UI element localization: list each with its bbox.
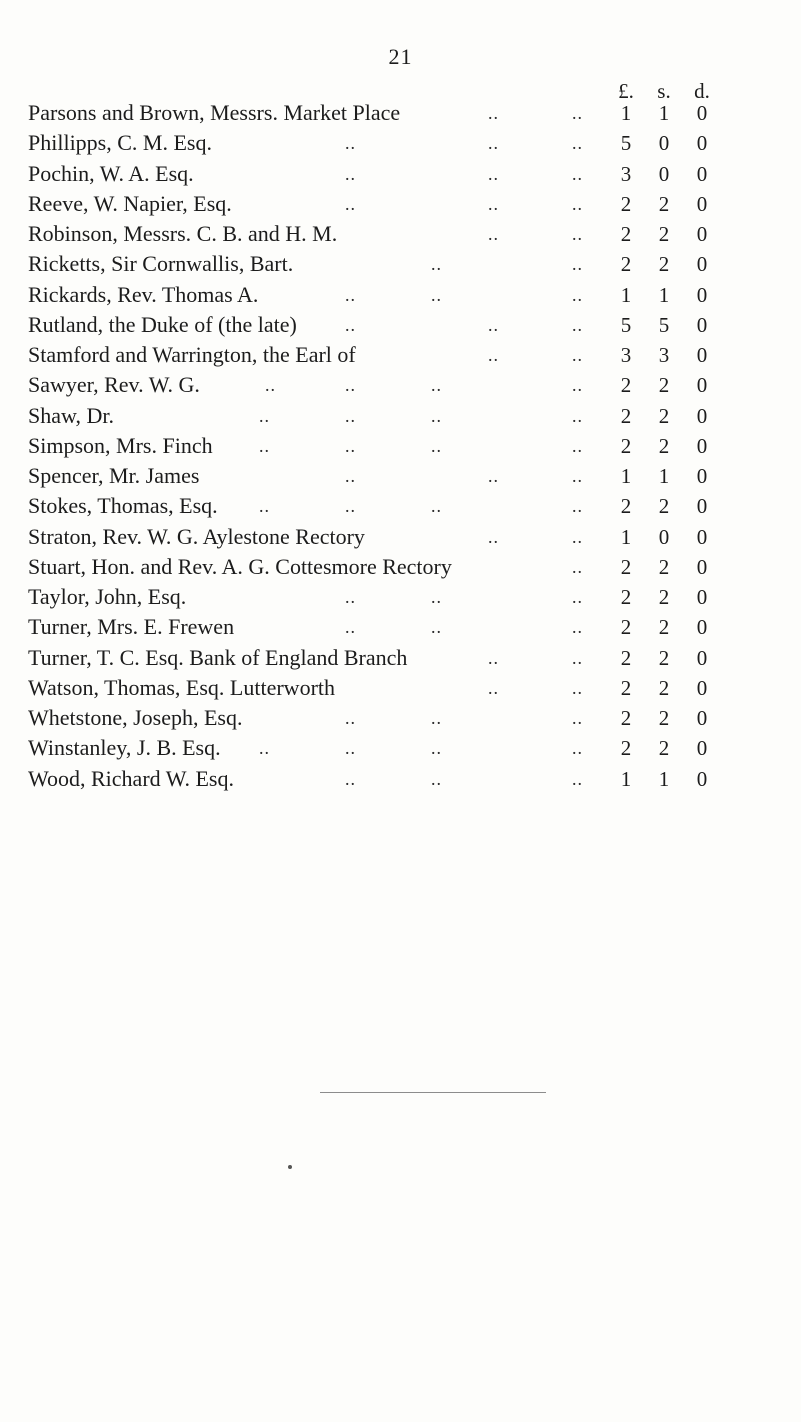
- subscriber-name: Robinson, Messrs. C. B. and H. M.: [28, 221, 338, 246]
- pence-amount: 0: [696, 554, 708, 579]
- dot-leader: ..: [488, 193, 499, 214]
- ledger-row: [0, 249, 801, 279]
- ledger-row: [0, 643, 801, 673]
- shillings-amount: 1: [658, 766, 670, 791]
- subscriber-name: Straton, Rev. W. G. Aylestone Rectory: [28, 523, 365, 549]
- pounds-amount: 2: [620, 585, 632, 609]
- ledger-row: [0, 733, 801, 763]
- pence-amount: 0: [696, 585, 708, 609]
- pence-amount: 0: [696, 706, 708, 730]
- page-number: 21: [388, 44, 413, 69]
- pounds-amount: 3: [620, 343, 632, 367]
- pounds-amount: 2: [620, 222, 632, 246]
- pence-amount: 0: [696, 766, 708, 791]
- shillings-header: s.: [657, 79, 671, 103]
- subscriber-name: Stuart, Hon. and Rev. A. G. Cottesmore Rectory: [28, 553, 452, 579]
- pounds-amount: 2: [620, 373, 632, 398]
- pence-amount: 0: [696, 312, 708, 337]
- dot-leader: ..: [572, 103, 583, 123]
- pence-amount: 0: [696, 675, 708, 700]
- dot-leader: ..: [259, 405, 270, 426]
- ledger-row: [0, 401, 801, 431]
- dot-leader: ..: [488, 466, 499, 486]
- pounds-amount: 2: [620, 675, 632, 700]
- ledger-row: [0, 764, 801, 794]
- dot-leader: ..: [345, 466, 356, 486]
- dot-leader: ..: [572, 617, 583, 638]
- shillings-amount: 2: [658, 403, 670, 428]
- ledger-row: [0, 98, 801, 128]
- shillings-amount: 2: [658, 433, 670, 458]
- dot-leader: ..: [572, 587, 583, 607]
- dot-leader: ..: [345, 375, 356, 396]
- subscriber-name: Parsons and Brown, Messrs. Market Place: [28, 100, 401, 125]
- dot-leader: ..: [488, 133, 499, 154]
- shillings-amount: 2: [658, 373, 670, 398]
- dot-leader: ..: [572, 435, 583, 456]
- subscriber-name: Turner, T. C. Esq. Bank of England Branch: [28, 644, 408, 670]
- subscriber-name: Pochin, W. A. Esq.: [28, 160, 194, 186]
- subscriber-name: Spencer, Mr. James: [28, 463, 200, 488]
- shillings-amount: 2: [658, 675, 670, 700]
- ledger-row: [0, 582, 801, 612]
- subscriber-name: Stamford and Warrington, the Earl of: [28, 342, 356, 367]
- subscriber-name: Ricketts, Sir Cornwallis, Bart.: [28, 251, 294, 277]
- subscriber-name: Simpson, Mrs. Finch: [28, 432, 213, 458]
- subscriber-name: Taylor, John, Esq.: [28, 584, 187, 609]
- pounds-amount: 2: [620, 706, 632, 730]
- shillings-amount: 3: [658, 343, 670, 367]
- subscriber-name: Wood, Richard W. Esq.: [28, 765, 234, 791]
- shillings-amount: 2: [658, 585, 670, 609]
- ledger-row: [0, 461, 801, 491]
- closing-rule: [320, 1092, 546, 1093]
- dot-leader: ..: [488, 103, 499, 123]
- dot-leader: ..: [488, 224, 499, 244]
- shillings-amount: 2: [658, 252, 670, 277]
- ledger-row: [0, 340, 801, 370]
- pence-amount: 0: [696, 736, 708, 761]
- ledger-row: [0, 280, 801, 310]
- dot-leader: ..: [345, 617, 356, 638]
- ledger-row: [0, 491, 801, 521]
- pence-header: d.: [694, 79, 710, 103]
- pounds-amount: 2: [620, 736, 632, 761]
- dot-leader: ..: [431, 587, 442, 607]
- pounds-amount: 3: [620, 161, 632, 186]
- dot-leader: ..: [572, 405, 583, 426]
- shillings-amount: 2: [658, 191, 670, 216]
- dot-leader: ..: [572, 647, 583, 668]
- pence-amount: 0: [696, 615, 708, 640]
- pounds-amount: 2: [620, 252, 632, 277]
- dot-leader: ..: [431, 738, 442, 759]
- shillings-amount: 0: [658, 131, 670, 156]
- pounds-amount: 2: [620, 645, 632, 670]
- dot-leader: ..: [572, 224, 583, 244]
- shillings-amount: 2: [658, 222, 670, 246]
- dot-leader: ..: [488, 647, 499, 668]
- subscriber-name: Watson, Thomas, Esq. Lutterworth: [28, 674, 336, 700]
- dot-leader: ..: [572, 677, 583, 698]
- dot-leader: ..: [572, 375, 583, 396]
- dot-leader: ..: [488, 526, 499, 547]
- shillings-amount: 5: [658, 312, 670, 337]
- pounds-amount: 2: [620, 191, 632, 216]
- ledger-row: [0, 522, 801, 552]
- pounds-amount: 2: [620, 403, 632, 428]
- ledger-row: [0, 189, 801, 219]
- dot-leader: ..: [345, 193, 356, 214]
- dot-leader: ..: [431, 496, 442, 517]
- subscriber-name: Turner, Mrs. E. Frewen: [28, 614, 235, 640]
- subscriber-name: Sawyer, Rev. W. G.: [28, 372, 200, 398]
- pence-amount: 0: [696, 191, 708, 216]
- dot-leader: ..: [345, 284, 356, 305]
- shillings-amount: 1: [658, 101, 670, 125]
- subscriber-name: Stokes, Thomas, Esq.: [28, 493, 218, 519]
- dot-leader: ..: [572, 163, 583, 184]
- dot-leader: ..: [259, 435, 270, 456]
- shillings-amount: 2: [658, 494, 670, 519]
- pence-amount: 0: [696, 373, 708, 398]
- ledger-row: [0, 159, 801, 189]
- dot-leader: ..: [431, 768, 442, 789]
- dot-leader: ..: [572, 193, 583, 214]
- dot-leader: ..: [345, 587, 356, 607]
- pence-amount: 0: [696, 252, 708, 277]
- subscriber-name: Winstanley, J. B. Esq.: [28, 735, 221, 761]
- dot-leader: ..: [431, 375, 442, 396]
- ledger-row: [0, 128, 801, 158]
- dot-leader: ..: [431, 708, 442, 728]
- shillings-amount: 2: [658, 554, 670, 579]
- dot-leader: ..: [572, 345, 583, 365]
- pence-amount: 0: [696, 464, 708, 488]
- dot-leader: ..: [572, 133, 583, 154]
- dot-leader: ..: [572, 556, 583, 577]
- dot-leader: ..: [345, 314, 356, 335]
- pounds-amount: 1: [620, 524, 632, 549]
- dot-leader: ..: [572, 496, 583, 517]
- dot-leader: ..: [259, 738, 270, 759]
- subscriber-name: Phillipps, C. M. Esq.: [28, 130, 212, 156]
- shillings-amount: 1: [658, 464, 670, 488]
- pounds-amount: 1: [620, 464, 632, 488]
- dot-leader: ..: [431, 617, 442, 638]
- shillings-amount: 2: [658, 615, 670, 640]
- dot-leader: ..: [572, 466, 583, 486]
- pence-amount: 0: [696, 101, 708, 125]
- dot-leader: ..: [345, 435, 356, 456]
- dot-leader: ..: [572, 526, 583, 547]
- pence-amount: 0: [696, 433, 708, 458]
- dot-leader: ..: [345, 768, 356, 789]
- ledger-row: [0, 431, 801, 461]
- pence-amount: 0: [696, 131, 708, 156]
- ledger-row: [0, 673, 801, 703]
- dot-leader: ..: [431, 254, 442, 275]
- pence-amount: 0: [696, 282, 708, 307]
- shillings-amount: 0: [658, 161, 670, 186]
- pounds-amount: 2: [620, 554, 632, 579]
- dot-leader: ..: [345, 163, 356, 184]
- shillings-amount: 0: [658, 524, 670, 549]
- dot-leader: ..: [572, 314, 583, 335]
- dot-leader: ..: [259, 496, 270, 517]
- dot-leader: ..: [488, 314, 499, 335]
- pence-amount: 0: [696, 343, 708, 367]
- dot-leader: ..: [431, 435, 442, 456]
- shillings-amount: 2: [658, 706, 670, 730]
- ledger-row: [0, 703, 801, 733]
- pounds-amount: 5: [620, 312, 632, 337]
- dot-leader: ..: [572, 768, 583, 789]
- pounds-amount: 2: [620, 433, 632, 458]
- dot-leader: ..: [345, 405, 356, 426]
- ledger-row: [0, 612, 801, 642]
- dot-leader: ..: [345, 738, 356, 759]
- shillings-amount: 1: [658, 282, 670, 307]
- pence-amount: 0: [696, 161, 708, 186]
- shillings-amount: 2: [658, 645, 670, 670]
- dot-leader: ..: [488, 345, 499, 365]
- dot-leader: ..: [488, 163, 499, 184]
- pence-amount: 0: [696, 645, 708, 670]
- pounds-amount: 1: [620, 101, 632, 125]
- pounds-amount: 1: [620, 766, 632, 791]
- pounds-amount: 2: [620, 615, 632, 640]
- ledger-row: [0, 219, 801, 249]
- dot-leader: ..: [572, 254, 583, 275]
- pence-amount: 0: [696, 494, 708, 519]
- ledger-row: [0, 310, 801, 340]
- ledger-row: [0, 552, 801, 582]
- subscriber-name: Whetstone, Joseph, Esq.: [28, 705, 243, 730]
- pounds-amount: 5: [620, 131, 632, 156]
- subscriber-name: Shaw, Dr.: [28, 402, 114, 428]
- pounds-amount: 2: [620, 494, 632, 519]
- ink-speck: [288, 1165, 292, 1169]
- subscriber-name: Rickards, Rev. Thomas A.: [28, 281, 259, 307]
- pence-amount: 0: [696, 403, 708, 428]
- subscriber-list: [0, 98, 801, 794]
- dot-leader: ..: [265, 375, 276, 396]
- dot-leader: ..: [572, 738, 583, 759]
- dot-leader: ..: [345, 133, 356, 154]
- pounds-amount: 1: [620, 282, 632, 307]
- dot-leader: ..: [572, 284, 583, 305]
- pounds-header: £.: [618, 79, 634, 103]
- dot-leader: ..: [431, 405, 442, 426]
- dot-leader: ..: [488, 677, 499, 698]
- pence-amount: 0: [696, 524, 708, 549]
- pence-amount: 0: [696, 222, 708, 246]
- ledger-row: [0, 370, 801, 400]
- dot-leader: ..: [345, 708, 356, 728]
- subscriber-name: Reeve, W. Napier, Esq.: [28, 190, 232, 216]
- subscriber-name: Rutland, the Duke of (the late): [28, 311, 297, 337]
- dot-leader: ..: [431, 284, 442, 305]
- dot-leader: ..: [345, 496, 356, 517]
- shillings-amount: 2: [658, 736, 670, 761]
- dot-leader: ..: [572, 708, 583, 728]
